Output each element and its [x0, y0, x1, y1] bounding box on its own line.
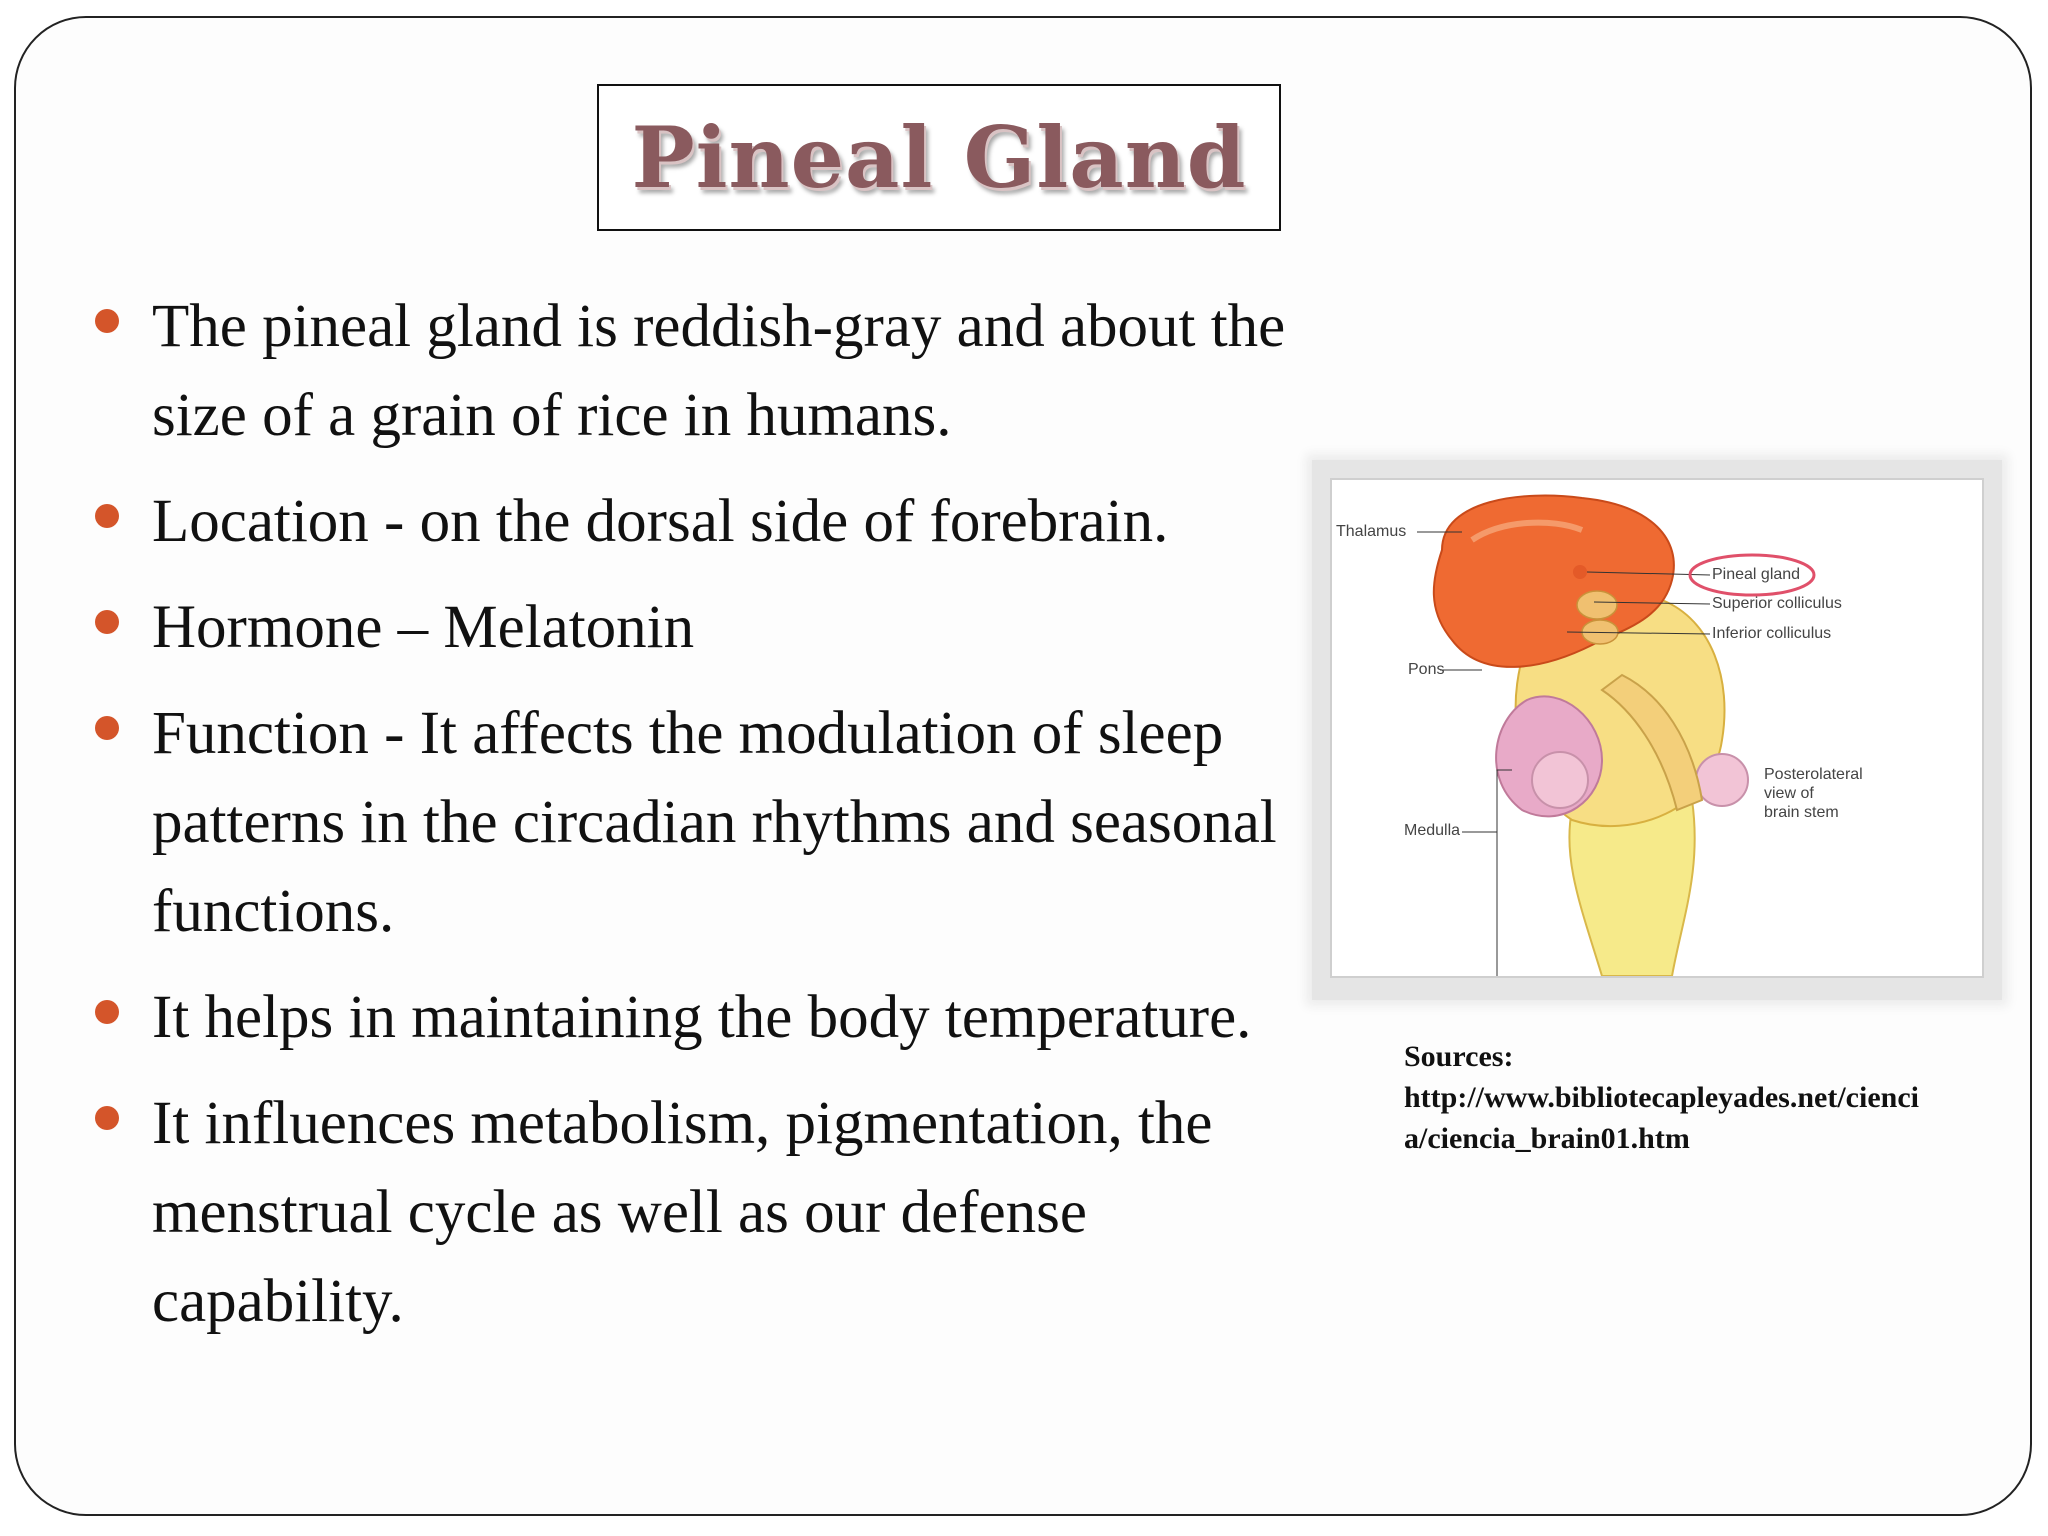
figure-caption-line1: Posterolateral — [1764, 766, 1863, 783]
bullet-dot-icon — [95, 716, 119, 740]
brain-stem-illustration — [1332, 480, 1982, 976]
label-medulla: Medulla — [1404, 822, 1461, 839]
brain-stem-figure — [1312, 460, 2002, 1000]
bullet-text: It influences metabolism, pigmentation, the menstrual cycle as well as our defense capability. — [152, 1090, 1213, 1335]
bullet-dot-icon — [95, 610, 119, 634]
label-inferior-colliculus: Inferior colliculus — [1712, 625, 1832, 642]
title-box — [597, 84, 1281, 231]
bullet-text: Function - It affects the modulation of sleep patterns in the circadian rhythms and seasonal functions. — [152, 700, 1277, 945]
slide-title: Pineal Gland — [631, 108, 1247, 207]
bullet-item — [95, 973, 1295, 1062]
bullet-dot-icon — [95, 504, 119, 528]
bullet-text: Hormone – Melatonin — [152, 594, 695, 661]
bullet-item — [95, 282, 1295, 460]
medulla-leader — [1462, 770, 1512, 976]
medulla-shape — [1569, 800, 1694, 976]
label-pineal-gland: Pineal gland — [1712, 566, 1801, 583]
peduncle-left — [1532, 752, 1588, 808]
figure-caption-line3: brain stem — [1764, 804, 1839, 821]
label-thalamus: Thalamus — [1336, 523, 1407, 540]
figure-panel — [1330, 478, 1984, 978]
pineal-dot — [1573, 565, 1587, 579]
bullet-dot-icon — [95, 1000, 119, 1024]
sources-label: Sources: — [1404, 1040, 1514, 1073]
bullet-item — [95, 583, 1295, 672]
bullet-text: It helps in maintaining the body temperature. — [152, 984, 1252, 1051]
bullet-item — [95, 1079, 1295, 1346]
bullet-text: Location - on the dorsal side of forebrain. — [152, 488, 1169, 555]
bullet-dot-icon — [95, 1106, 119, 1130]
bullet-list — [95, 282, 1295, 1363]
label-superior-colliculus: Superior colliculus — [1712, 595, 1842, 612]
bullet-dot-icon — [95, 309, 119, 333]
figure-caption-line2: view of — [1764, 785, 1814, 802]
sources-url[interactable]: http://www.bibliotecapleyades.net/ciencia/ciencia_brain01.htm — [1404, 1081, 1919, 1155]
label-pons: Pons — [1408, 661, 1445, 678]
bullet-text: The pineal gland is reddish-gray and about the size of a grain of rice in humans. — [152, 293, 1286, 449]
bullet-item — [95, 477, 1295, 566]
superior-colliculus-shape — [1577, 591, 1617, 619]
peduncle-right — [1696, 754, 1748, 806]
sources-block — [1404, 1036, 1924, 1159]
bullet-item — [95, 689, 1295, 956]
